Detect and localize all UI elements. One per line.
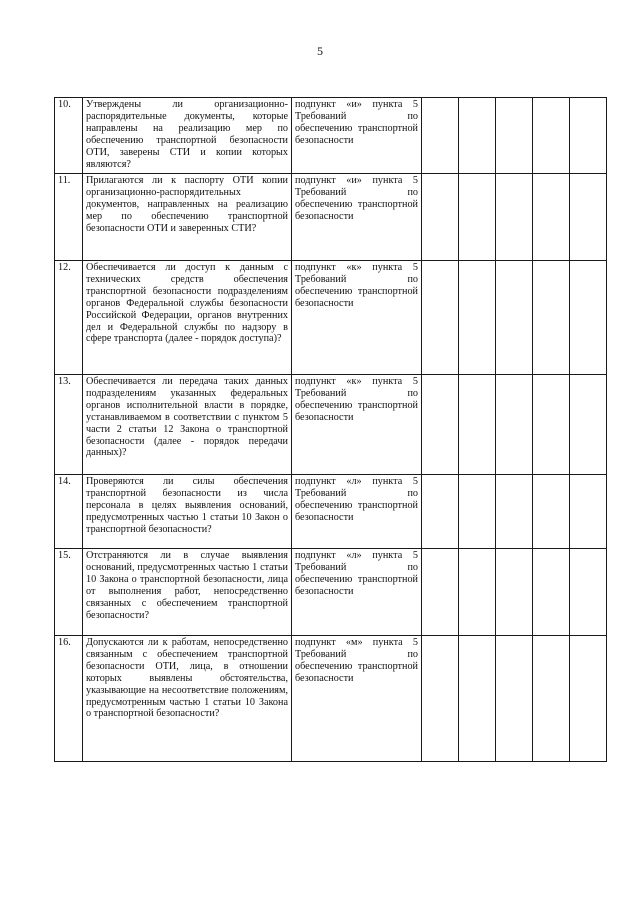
- row-number: 15.: [55, 549, 83, 636]
- answer-cell-no[interactable]: [459, 375, 496, 475]
- answer-cell-extra[interactable]: [570, 174, 607, 261]
- answer-cell-not-applicable[interactable]: [496, 549, 533, 636]
- answer-cell-no[interactable]: [459, 261, 496, 375]
- legal-reference: подпункт «л» пункта 5 Требований по обеспечению транспортной безопасности: [292, 475, 422, 549]
- answer-cell-no[interactable]: [459, 549, 496, 636]
- control-question: Прилагаются ли к паспорту ОТИ копии организационно-распорядительных документов, направленных на реализацию мер по обеспечению транспортной безопасности ОТИ и заверенных СТИ?: [83, 174, 292, 261]
- answer-cell-yes[interactable]: [422, 174, 459, 261]
- legal-reference: подпункт «к» пункта 5 Требований по обеспечению транспортной безопасности: [292, 375, 422, 475]
- answer-cell-yes[interactable]: [422, 375, 459, 475]
- legal-reference: подпункт «л» пункта 5 Требований по обеспечению транспортной безопасности: [292, 549, 422, 636]
- table-row: [55, 475, 607, 549]
- row-number: 10.: [55, 98, 83, 174]
- legal-reference: подпункт «и» пункта 5 Требований по обеспечению транспортной безопасности: [292, 98, 422, 174]
- row-number: 12.: [55, 261, 83, 375]
- table-row: [55, 636, 607, 762]
- answer-cell-extra[interactable]: [570, 549, 607, 636]
- control-question: Обеспечивается ли передача таких данных подразделениям указанных федеральных органов исполнительной власти в порядке, устанавливаемом в соответствии с пунктом 5 части 2 статьи 12 Закона о транспортной безопасности (далее - порядок передачи данных)?: [83, 375, 292, 475]
- answer-cell-note[interactable]: [533, 475, 570, 549]
- legal-reference: подпункт «к» пункта 5 Требований по обеспечению транспортной безопасности: [292, 261, 422, 375]
- answer-cell-not-applicable[interactable]: [496, 174, 533, 261]
- answer-cell-extra[interactable]: [570, 98, 607, 174]
- checklist-table: [54, 97, 607, 762]
- answer-cell-note[interactable]: [533, 261, 570, 375]
- answer-cell-not-applicable[interactable]: [496, 375, 533, 475]
- answer-cell-no[interactable]: [459, 475, 496, 549]
- answer-cell-note[interactable]: [533, 636, 570, 762]
- answer-cell-yes[interactable]: [422, 98, 459, 174]
- control-question: Отстраняются ли в случае выявления оснований, предусмотренных частью 1 статьи 10 Закона о транспортной безопасности, лица от выполнения работ, непосредственно связанных с обеспечением транспортной безопасности?: [83, 549, 292, 636]
- answer-cell-no[interactable]: [459, 174, 496, 261]
- answer-cell-not-applicable[interactable]: [496, 636, 533, 762]
- answer-cell-not-applicable[interactable]: [496, 261, 533, 375]
- answer-cell-yes[interactable]: [422, 549, 459, 636]
- control-question: Утверждены ли организационно-распорядительные документы, которые направлены на реализацию мер по обеспечению транспортной безопасности ОТИ, заверены СТИ и копии которых являются?: [83, 98, 292, 174]
- answer-cell-note[interactable]: [533, 375, 570, 475]
- answer-cell-not-applicable[interactable]: [496, 475, 533, 549]
- answer-cell-extra[interactable]: [570, 475, 607, 549]
- control-question: Обеспечивается ли доступ к данным с технических средств обеспечения транспортной безопасности подразделениям органов Федеральной службы безопасности Российской Федерации, органов внутренних дел и Федеральной службы по надзору в сфере транспорта (далее - порядок доступа)?: [83, 261, 292, 375]
- answer-cell-no[interactable]: [459, 98, 496, 174]
- control-question: Допускаются ли к работам, непосредственно связанным с обеспечением транспортной безопасности ОТИ, лица, в отношении которых выявлены обстоятельства, указывающие на несоответствие положениям, предусмотренным частью 1 статьи 10 Закона о транспортной безопасности?: [83, 636, 292, 762]
- row-number: 13.: [55, 375, 83, 475]
- control-question: Проверяются ли силы обеспечения транспортной безопасности из числа персонала в целях выявления оснований, предусмотренных частью 1 статьи 10 Закон о транспортной безопасности?: [83, 475, 292, 549]
- answer-cell-yes[interactable]: [422, 261, 459, 375]
- row-number: 16.: [55, 636, 83, 762]
- answer-cell-yes[interactable]: [422, 475, 459, 549]
- answer-cell-extra[interactable]: [570, 261, 607, 375]
- answer-cell-not-applicable[interactable]: [496, 98, 533, 174]
- row-number: 14.: [55, 475, 83, 549]
- page-number: 5: [317, 44, 323, 58]
- table-row: [55, 549, 607, 636]
- answer-cell-extra[interactable]: [570, 636, 607, 762]
- table-row: [55, 174, 607, 261]
- row-number: 11.: [55, 174, 83, 261]
- answer-cell-note[interactable]: [533, 98, 570, 174]
- table-row: [55, 98, 607, 174]
- answer-cell-yes[interactable]: [422, 636, 459, 762]
- answer-cell-no[interactable]: [459, 636, 496, 762]
- legal-reference: подпункт «м» пункта 5 Требований по обеспечению транспортной безопасности: [292, 636, 422, 762]
- table-row: [55, 375, 607, 475]
- answer-cell-note[interactable]: [533, 174, 570, 261]
- table-row: [55, 261, 607, 375]
- answer-cell-note[interactable]: [533, 549, 570, 636]
- legal-reference: подпункт «и» пункта 5 Требований по обеспечению транспортной безопасности: [292, 174, 422, 261]
- answer-cell-extra[interactable]: [570, 375, 607, 475]
